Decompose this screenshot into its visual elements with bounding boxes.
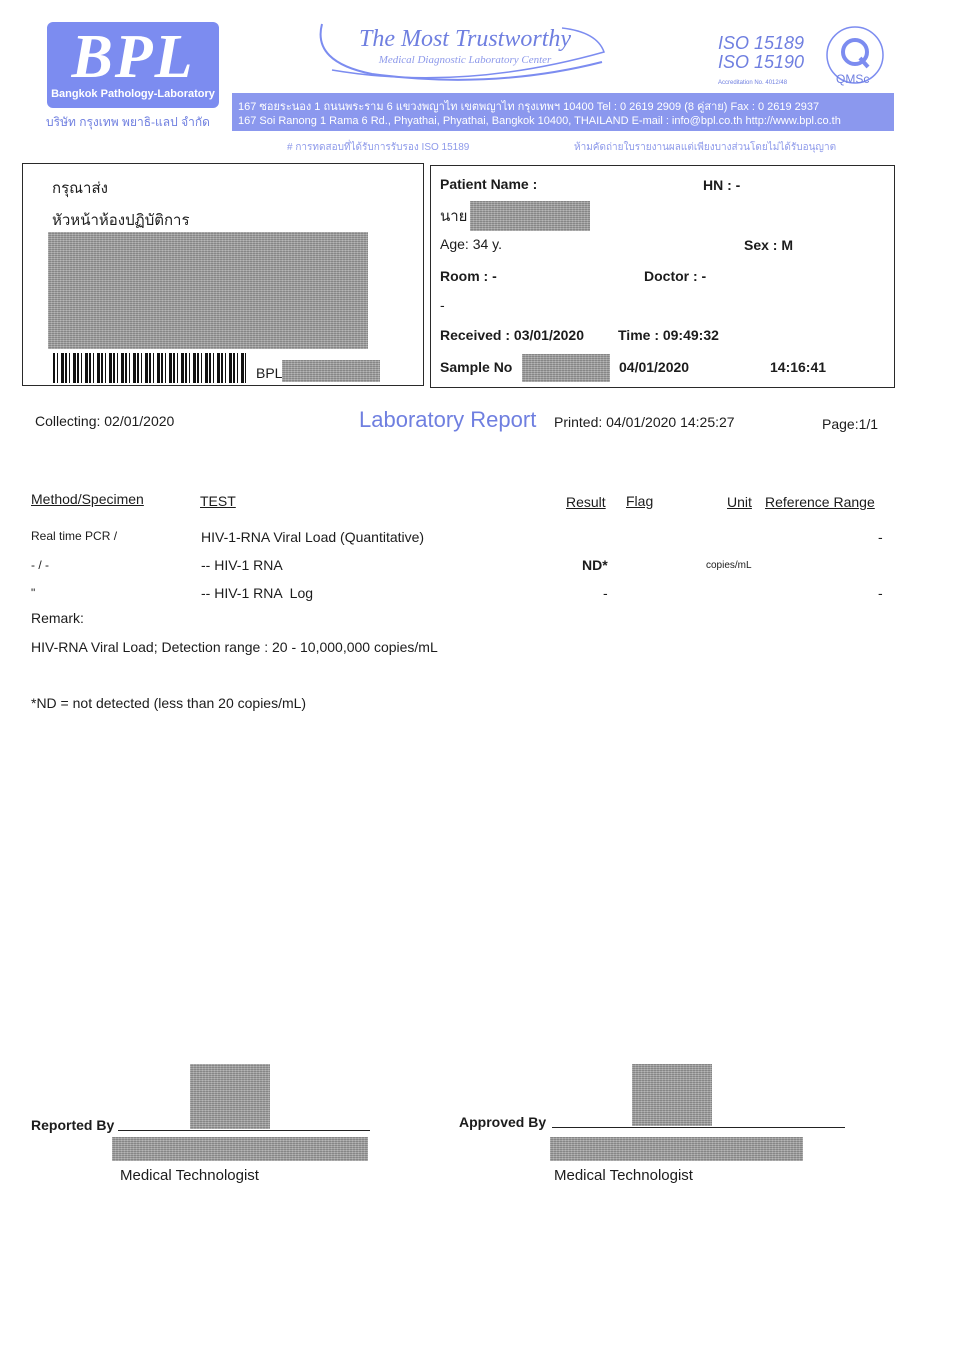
sample-no-label: Sample No <box>440 359 513 375</box>
logo-subtitle: Bangkok Pathology-Laboratory <box>51 88 215 100</box>
row-test: -- HIV-1 RNA Log <box>201 585 314 601</box>
report-title: Laboratory Report <box>359 407 537 432</box>
page-number: Page:1/1 <box>822 416 879 432</box>
redacted-barcode-number <box>282 360 380 382</box>
reported-role: Medical Technologist <box>120 1167 259 1184</box>
room-field: Room : - <box>440 268 497 284</box>
row-result: - <box>603 585 608 601</box>
sample-time: 14:16:41 <box>770 359 827 375</box>
redacted-reporter-name <box>112 1137 368 1161</box>
row-method: - / - <box>31 558 49 572</box>
recipient-line1: กรุณาส่ง <box>52 180 108 197</box>
logo: BPL <box>71 23 195 91</box>
row-result: ND* <box>582 557 608 573</box>
header-reference-range: Reference Range <box>765 494 875 510</box>
address-thai: 167 ซอยระนอง 1 ถนนพระราม 6 แขวงพญาไท เขตพญาไท กรุงเทพฯ 10400 Tel : 0 2619 2909 (8 คู่สาย) Fax : 0 2619 2937 <box>238 101 820 113</box>
header-flag: Flag <box>626 493 654 509</box>
approved-role: Medical Technologist <box>554 1167 693 1184</box>
iso-15190: ISO 15190 <box>718 52 805 72</box>
redacted-patient-name <box>470 201 590 231</box>
redacted-signature-approver <box>632 1064 712 1126</box>
patient-name-label: Patient Name : <box>440 176 538 192</box>
row-test: -- HIV-1 RNA <box>201 557 283 573</box>
qmsc-seal-icon <box>822 25 888 89</box>
remark-label: Remark: <box>31 610 84 626</box>
row-ref: - <box>878 529 883 545</box>
row-unit: copies/mL <box>706 560 752 571</box>
redacted-signature-reporter <box>190 1064 270 1129</box>
hn-field: HN : - <box>703 177 741 193</box>
approved-by-label: Approved By <box>459 1114 547 1130</box>
received-time: Time : 09:49:32 <box>618 327 719 343</box>
remark-detection-range: HIV-RNA Viral Load; Detection range : 20 - 10,000,000 copies/mL <box>31 639 438 655</box>
row-method: Real time PCR / <box>31 529 118 543</box>
row-ref: - <box>878 585 883 601</box>
remark-nd-note: *ND = not detected (less than 20 copies/mL) <box>31 695 307 711</box>
accreditation-number: Accreditation No. 4012/48 <box>718 80 788 86</box>
approved-by-line <box>552 1127 845 1128</box>
row-test: HIV-1-RNA Viral Load (Quantitative) <box>201 529 425 545</box>
redacted-sample-no <box>522 354 610 382</box>
collecting-date: Collecting: 02/01/2020 <box>35 413 175 429</box>
iso-note: # การทดสอบที่ได้รับการรับรอง ISO 15189 <box>287 142 470 153</box>
header-method: Method/Specimen <box>31 491 144 507</box>
reported-by-line <box>118 1130 370 1131</box>
printed-date: Printed: 04/01/2020 14:25:27 <box>554 414 735 430</box>
header-test: TEST <box>200 493 236 509</box>
recipient-line2: หัวหน้าห้องปฏิบัติการ <box>52 212 190 229</box>
age-field: Age: 34 y. <box>440 236 503 252</box>
slogan: The Most Trustworthy <box>358 26 572 52</box>
patient-dash: - <box>440 297 445 313</box>
header-result: Result <box>566 494 606 510</box>
sex-field: Sex : M <box>744 237 794 253</box>
received-field: Received : 03/01/2020 <box>440 327 584 343</box>
redacted-approver-name <box>550 1137 803 1161</box>
row-method: " <box>31 586 36 600</box>
doctor-field: Doctor : - <box>644 268 707 284</box>
slogan-subtitle: Medical Diagnostic Laboratory Center <box>378 54 552 66</box>
sample-date: 04/01/2020 <box>619 359 690 375</box>
patient-title-prefix: นาย <box>440 208 468 225</box>
header-unit: Unit <box>727 494 752 510</box>
logo-company-thai: บริษัท กรุงเทพ พยาธิ-แลป จำกัด <box>46 115 210 129</box>
qms-label: QMSc <box>836 72 870 86</box>
copy-note: ห้ามคัดถ่ายใบรายงานผลแต่เพียงบางส่วนโดยไม่ได้รับอนุญาต <box>574 142 837 153</box>
iso-15189: ISO 15189 <box>718 33 805 53</box>
redacted-address <box>48 232 368 349</box>
barcode <box>53 353 246 383</box>
barcode-prefix: BPL <box>256 365 283 381</box>
reported-by-label: Reported By <box>31 1117 115 1133</box>
address-english: 167 Soi Ranong 1 Rama 6 Rd., Phyathai, Phyathai, Bangkok 10400, THAILAND E-mail : info@bpl.co.th http://www.bpl.co.th <box>238 115 841 127</box>
